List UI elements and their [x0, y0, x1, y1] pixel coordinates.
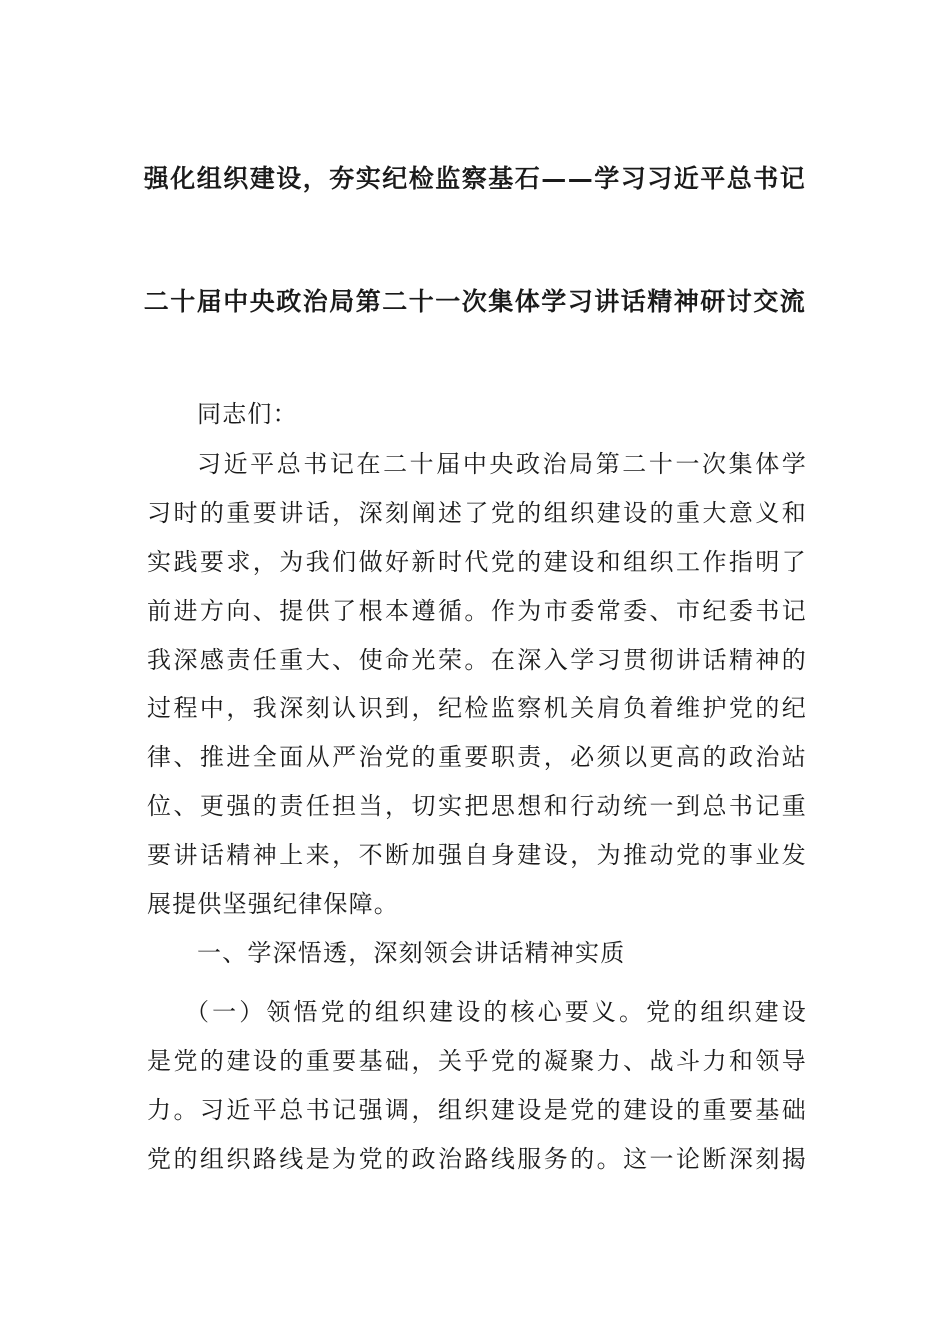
text-line: 律、推进全面从严治党的重要职责，必须以更高的政治站 — [147, 743, 807, 772]
section-heading — [147, 929, 807, 978]
text-line: 实践要求，为我们做好新时代党的建设和组织工作指明了 — [147, 547, 807, 576]
text-line: 要讲话精神上来，不断加强自身建设，为推动党的事业发 — [147, 841, 807, 870]
section-heading-text: 一、学深悟透，深刻领会讲话精神实质 — [197, 939, 626, 967]
text-line: 力。习近平总书记强调，组织建设是党的建设的重要基础 — [147, 1095, 807, 1124]
document-title-line-1: 强化组织建设，夯实纪检监察基石——学习习近平总书记 — [143, 164, 807, 193]
text-line: 我深感责任重大、使命光荣。在深入学习贯彻讲话精神的 — [147, 645, 807, 674]
text-line: 位、更强的责任担当，切实把思想和行动统一到总书记重 — [147, 792, 807, 821]
text-line: 习近平总书记在二十届中央政治局第二十一次集体学 — [197, 450, 807, 478]
subsection-paragraph — [147, 988, 807, 1184]
text-line: （一）领悟党的组织建设的核心要义。党的组织建设 — [185, 998, 807, 1026]
text-line: 前进方向、提供了根本遵循。作为市委常委、市纪委书记 — [147, 596, 807, 625]
text-line: 习时的重要讲话，深刻阐述了党的组织建设的重大意义和 — [147, 498, 807, 527]
intro-paragraph — [147, 440, 807, 929]
text-line: 同志们： — [197, 400, 298, 428]
text-line: 党的组织路线是为党的政治路线服务的。这一论断深刻揭 — [147, 1144, 807, 1173]
text-line: 是党的建设的重要基础，关乎党的凝聚力、战斗力和领导 — [147, 1046, 807, 1075]
text-line: 展提供坚强纪律保障。 — [147, 890, 399, 919]
text-line: 过程中，我深刻认识到，纪检监察机关肩负着维护党的纪 — [147, 694, 807, 723]
greeting-paragraph — [147, 390, 807, 439]
document-title-line-2: 二十届中央政治局第二十一次集体学习讲话精神研讨交流 — [143, 287, 807, 316]
